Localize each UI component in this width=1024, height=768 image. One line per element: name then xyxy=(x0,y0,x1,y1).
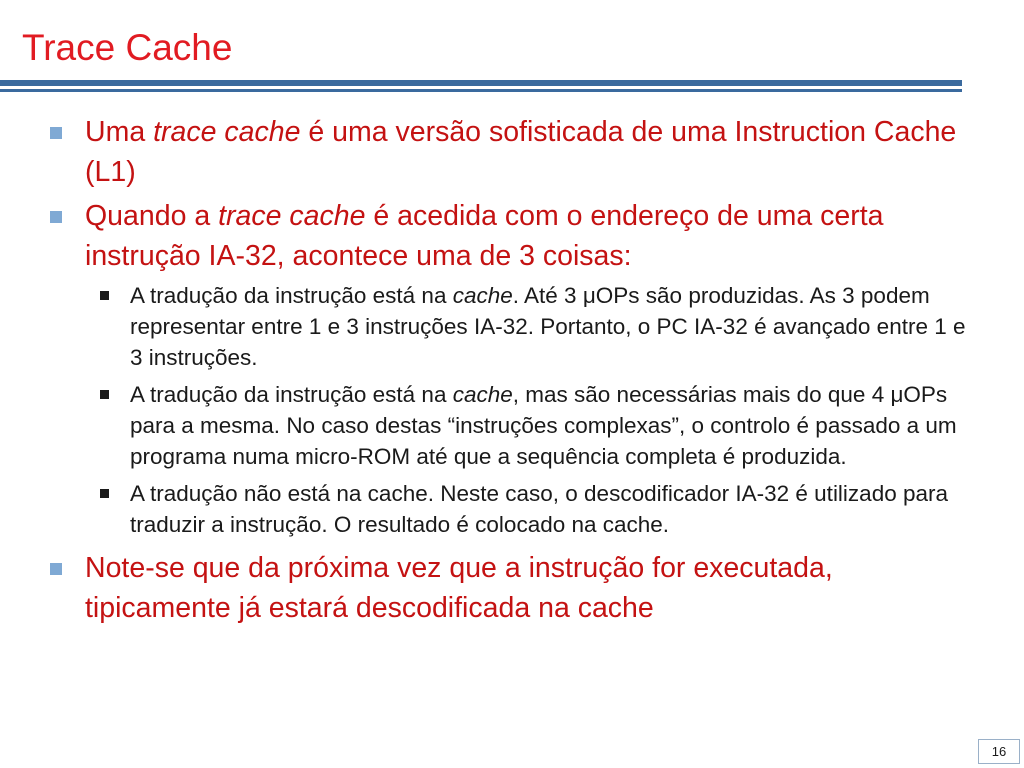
sub-bullet-item xyxy=(98,280,970,373)
title-divider-thin-line xyxy=(0,89,962,92)
bullet-text: Quando a xyxy=(85,200,219,232)
slide-title: Trace Cache xyxy=(22,27,233,68)
title-divider-thick-line xyxy=(0,80,962,86)
sub-bullet-emphasis: cache xyxy=(452,382,513,407)
bullet-item xyxy=(50,548,970,628)
square-bullet-icon xyxy=(50,563,62,575)
sub-bullet-text: . Até 3 μOPs são produzidas. As 3 podem representar entre 1 e 3 instruções IA-32. Portanto, o PC IA-32 é avançado entre 1 e 3 instruções. xyxy=(130,283,966,370)
sub-bullet-emphasis: cache xyxy=(452,283,513,308)
bullet-text: Note-se que da próxima vez que a instrução for executada, tipicamente já estará descodificada na cache xyxy=(85,552,833,624)
square-sub-bullet-icon xyxy=(100,291,109,300)
bullet-text: Uma xyxy=(85,116,154,148)
square-sub-bullet-icon xyxy=(100,390,109,399)
sub-bullet-text: A tradução da instrução está na xyxy=(130,382,453,407)
bullet-item xyxy=(50,112,970,192)
title-divider xyxy=(0,80,962,97)
square-bullet-icon xyxy=(50,211,62,223)
page-number: 16 xyxy=(978,739,1020,764)
sub-bullet-item xyxy=(98,478,970,540)
sub-bullet-text: A tradução não está na cache. Neste caso, o descodificador IA-32 é utilizado para traduzir a instrução. O resultado é colocado na cache. xyxy=(130,481,949,537)
bullet-emphasis: trace cache xyxy=(153,116,301,148)
bullet-item xyxy=(50,196,970,276)
square-bullet-icon xyxy=(50,127,62,139)
sub-bullet-text: , mas são necessárias mais do que 4 μOPs para a mesma. No caso destas “instruções complexas”, o controlo é passado a um programa numa micro-ROM até que a sequência completa é produzida. xyxy=(130,382,957,469)
bullet-emphasis: trace cache xyxy=(218,200,366,232)
sub-bullet-item xyxy=(98,379,970,472)
sub-bullet-text: A tradução da instrução está na xyxy=(130,283,453,308)
slide-body xyxy=(50,112,970,632)
bullet-text: é acedida com o endereço de uma certa instrução IA-32, acontece uma de 3 coisas: xyxy=(85,200,884,272)
square-sub-bullet-icon xyxy=(100,489,109,498)
bullet-text: é uma versão sofisticada de uma Instruction Cache (L1) xyxy=(85,116,957,188)
